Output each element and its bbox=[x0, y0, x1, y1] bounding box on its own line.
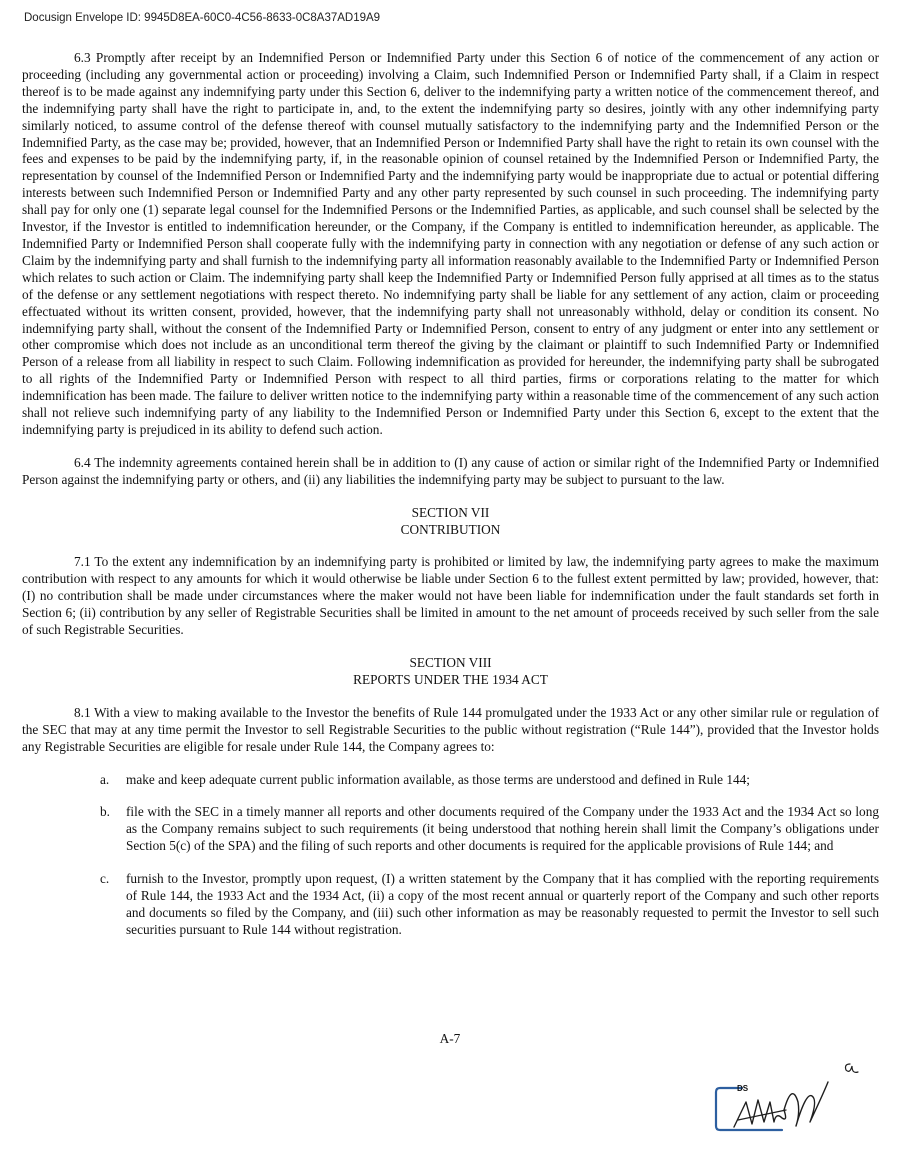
envelope-id: Docusign Envelope ID: 9945D8EA-60C0-4C56-8633-0C8A37AD19A9 bbox=[24, 12, 381, 24]
list-item bbox=[22, 871, 879, 939]
list-text: file with the SEC in a timely manner all reports and other documents required of the Company under the 1933 Act and the 1934 Act so long as the Company remains subject to such requirements (it being understood that nothing herein shall limit the Company’s obligations under Section 5(c) of the SPA) and the filing of such reports and other documents is required for the applicable provisions of Rule 144; and bbox=[126, 804, 879, 854]
initials-underline bbox=[738, 1110, 786, 1120]
paragraph-8-1: 8.1 With a view to making available to the Investor the benefits of Rule 144 promulgated under the 1933 Act or any other similar rule or regulation of the SEC that may at any time permit the Investor to sell Registrable Securities to the public without registration (“Rule 144”), provided that the Investor holds any Registrable Securities are eligible for resale under Rule 144, the Company agrees to: bbox=[22, 704, 879, 754]
section-8-title: REPORTS UNDER THE 1934 ACT bbox=[353, 671, 548, 687]
section-8-number: SECTION VIII bbox=[409, 655, 492, 670]
paragraph-6-3: 6.3 Promptly after receipt by an Indemnified Person or Indemnified Party under this Section 6 of notice of the commencement of any action or proceeding (including any governmental action or proceeding) involving a Claim, such Indemnified Person or Indemnified Party shall, if a Claim in respect thereof is to be made against any indemnifying party under this Section 6, deliver to the indemnifying party a written notice of the commencement thereof, and the indemnifying party shall have the right to participate in, and, to the extent the indemnifying party so desires, jointly with any other indemnifying party similarly noticed, to assume control of the defense thereof with counsel mutually satisfactory to the indemnifying party and the Indemnified Person or the Indemnified Party, as the case may be; provided, however, that an Indemnified Person or Indemnified Party shall have the right to retain its own counsel with the fees and expenses to be paid by the indemnifying party, if, in the reasonable opinion of counsel retained by the Indemnified Person or Indemnified Party, the representation by counsel of the Indemnified Person or Indemnified Party and the indemnifying party would be inappropriate due to actual or potential differing interests between such Indemnified Person or Indemnified Party and any other party represented by such counsel in such proceeding. The indemnifying party shall pay for only one (1) separate legal counsel for the Indemnified Persons or the Indemnified Parties, as applicable, and such counsel shall be selected by the Investor, if the Investor is entitled to indemnification hereunder, or the Company, if the Company is entitled to indemnification hereunder, as applicable. The Indemnified Party or Indemnified Person shall cooperate fully with the indemnifying party in connection with any negotiation or defense of any such action or Claim by the indemnifying party and shall furnish to the indemnifying party all information reasonably available to the Indemnified Party or Indemnified Person which relates to such action or Claim. The indemnifying party shall keep the Indemnified Party or Indemnified Person fully apprised at all times as to the status of the defense or any settlement negotiations with respect thereto. No indemnifying party shall be liable for any settlement of any action, claim or proceeding effectuated without its written consent, provided, however, that the indemnifying party shall not unreasonably withhold, delay or condition its consent. No indemnifying party shall, without the consent of the Indemnified Party or Indemnified Person, consent to entry of any judgment or enter into any settlement or other compromise which does not include as an unconditional term thereof the giving by the claimant or plaintiff to such Indemnified Party or Indemnified Person of a release from all liability in respect to such Claim. Following indemnification as provided for hereunder, the indemnifying party shall be subrogated to all rights of the Indemnified Party or Indemnified Person with respect to all third parties, firms or corporations relating to the matter for which indemnification has been made. The failure to deliver written notice to the indemnifying party within a reasonable time of the commencement of any such action shall not relieve such indemnifying party of any liability to the Indemnified Person or Indemnified Party under this Section 6, except to the extent that the indemnifying party is prejudiced in its ability to defend such action. bbox=[22, 50, 879, 437]
list-item bbox=[22, 804, 879, 855]
paragraph-7-1: 7.1 To the extent any indemnification by an indemnifying party is prohibited or limited by law, the indemnifying party agrees to make the maximum contribution with respect to any amounts for which it would otherwise be liable under Section 6 to the fullest extent permitted by law; provided, however, that: (I) no contribution shall be made under circumstances where the maker would not have been liable for indemnification under the fault standards set forth in Section 6; (ii) contribution by any seller of Registrable Securities shall be limited in amount to the net amount of proceeds received by such seller from the sale of such Registrable Securities. bbox=[22, 554, 879, 638]
page-number: A-7 bbox=[439, 1031, 461, 1046]
paragraph-6-4: 6.4 The indemnity agreements contained herein shall be in addition to (I) any cause of action or similar right of the Indemnified Party or Indemnified Person against the indemnifying party or others, and (ii) any liabilities the indemnifying party may be subject to pursuant to the law. bbox=[22, 454, 879, 487]
ds-tag: DS bbox=[737, 1084, 749, 1093]
list-marker: c. bbox=[100, 871, 110, 887]
list-text: furnish to the Investor, promptly upon request, (I) a written statement by the Company that it has complied with the reporting requirements of Rule 144, the 1933 Act and the 1934 Act, (ii) a copy of the most recent annual or quarterly report of the Company and such other reports and documents so filed by the Company, and (iii) such other information as may be reasonably requested to permit the Investor to sell such securities pursuant to Rule 144 without registration. bbox=[126, 871, 879, 937]
list-item bbox=[22, 772, 879, 789]
initials-superscript bbox=[846, 1064, 859, 1072]
section-7-number: SECTION VII bbox=[411, 504, 490, 520]
document-page bbox=[22, 50, 879, 939]
list-marker: b. bbox=[100, 804, 110, 820]
signature-graphic bbox=[712, 1052, 872, 1142]
list-marker: a. bbox=[100, 771, 110, 787]
docusign-initials bbox=[712, 1052, 872, 1142]
list-text: make and keep adequate current public information available, as those terms are understood and defined in Rule 144; bbox=[126, 771, 750, 787]
section-7-title: CONTRIBUTION bbox=[400, 521, 501, 537]
